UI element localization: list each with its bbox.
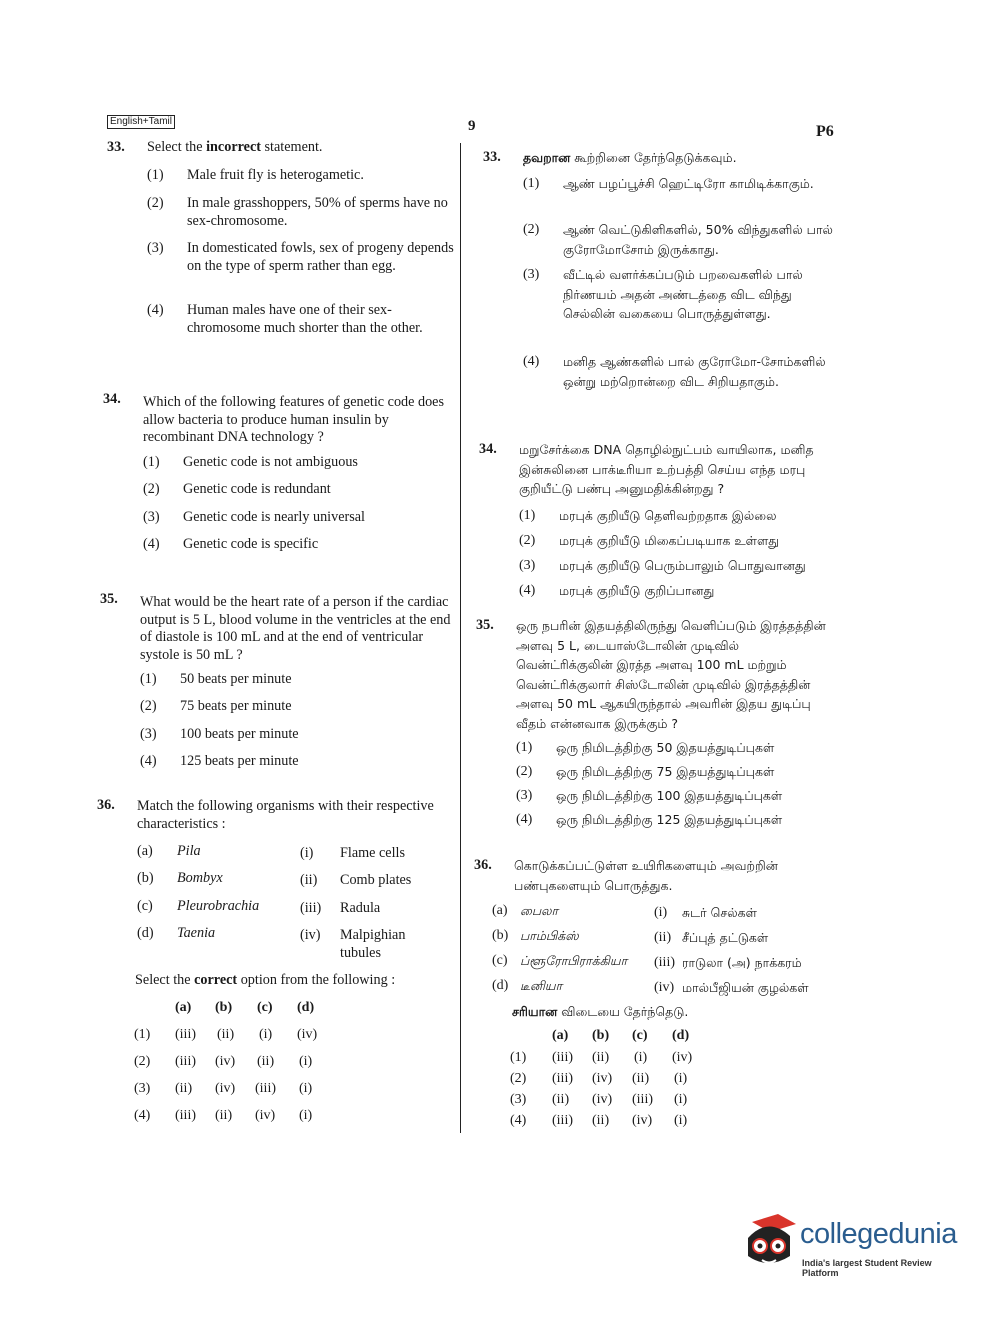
grid-cell: (iv)	[592, 1092, 613, 1107]
question-number: 33.	[107, 139, 125, 155]
grid-cell: (iii)	[255, 1081, 276, 1096]
question-number: 33.	[483, 149, 501, 165]
question-33-en: 33. Select the incorrect statement. (1) Male fruit fly is heterogametic. (2) In male grasshoppers, 50% of sperms have no sex-chromosome. (3) In domesticated fowls, sex of progeny depends on the type of sperm rather than egg. (4) Human males have one of their sex-chromosome much shorter than the other.	[107, 139, 454, 336]
grid-cell: (i)	[674, 1113, 688, 1128]
paper-code: P6	[816, 123, 834, 140]
grid-head-a: (a)	[552, 1028, 569, 1043]
option-4[interactable]: (4)	[510, 1113, 527, 1128]
question-number: 36.	[474, 857, 492, 873]
question-35-ta: 35. ஒரு நபரின் இதயத்திலிருந்து வெளிப்படும் இரத்தத்தின் அளவு 5 L, டையாஸ்டோலின் முடிவில் வென்ட்ரிக்குலின் இரத்த அளவு 100 mL மற்றும் வென்ட்ரிக்குலார் சிஸ்டோலின் முடிவில் இரத்தத்தின் அளவு 50 mL ஆகயிருந்தால் அவரின் இதய துடிப்பு வீதம் என்னவாக இருக்கும் ? (1) ஒரு நிமிடத்திற்கு 50 இதயத்துடிப்புகள் (2) ஒரு நிமிடத்திற்கு 75 இதயத்துடிப்புகள் (3) ஒரு நிமிடத்திற்கு 100 இதயத்துடிப்புகள் (4) ஒரு நிமிடத்திற்கு 125 இதயத்துடிப்புகள்	[476, 616, 846, 836]
question-stem: What would be the heart rate of a person if the cardiac output is 5 L, blood volume in the ventricles at the end of diastole is 100 mL and at the end of ventricular systole is 50 mL ?	[140, 594, 451, 663]
question-stem: தவறான கூற்றினை தேர்ந்தெடுக்கவும்.	[523, 150, 737, 165]
question-36-en: 36. Match the following organisms with their respective characteristics : (a) Pila (b) Bombyx (c) Pleurobrachia (d) Taenia (i) Flame cells (ii) Comb plates (iii) Radula (iv) Malpighian tubules Select the correct option from the following : (a) (b) (c) (d) (1) (iii) (ii) (i) (iv) (2) (iii) (iv) (ii) (i) (3) (ii) (iv) (iii) (i) (4) (iii) (ii) (iv) (i)	[97, 797, 462, 1137]
grid-cell: (i)	[299, 1054, 313, 1069]
question-number: 35.	[100, 591, 118, 607]
question-number: 34.	[103, 391, 121, 407]
question-stem: ஒரு நபரின் இதயத்திலிருந்து வெளிப்படும் இரத்தத்தின் அளவு 5 L, டையாஸ்டோலின் முடிவில் வென்ட்ரிக்குலின் இரத்த அளவு 100 mL மற்றும் வென்ட்ரிக்குலார் சிஸ்டோலின் முடிவில் இரத்தத்தின் அளவு 50 mL ஆகயிருந்தால் அவரின் இதய துடிப்பு வீதம் என்னவாக இருக்கும் ?	[516, 618, 826, 731]
page-number: 9	[468, 118, 476, 134]
select-instruction: சரியான விடையை தேர்ந்தெடு.	[512, 1004, 689, 1019]
grid-cell: (iii)	[552, 1050, 573, 1065]
grid-cell: (iii)	[552, 1113, 573, 1128]
grid-cell: (iv)	[297, 1027, 318, 1042]
grid-head-a: (a)	[175, 1000, 192, 1015]
option-3[interactable]: (3)	[134, 1081, 151, 1096]
grid-cell: (ii)	[592, 1050, 610, 1065]
grid-cell: (ii)	[592, 1113, 610, 1128]
question-number: 36.	[97, 797, 115, 813]
question-number: 35.	[476, 617, 494, 633]
grid-cell: (i)	[674, 1092, 688, 1107]
grid-cell: (ii)	[552, 1092, 570, 1107]
grid-cell: (ii)	[217, 1027, 235, 1042]
question-35-en: 35. What would be the heart rate of a person if the cardiac output is 5 L, blood volume in the ventricles at the end of diastole is 100 mL and at the end of ventricular systole is 50 mL ? (1) 50 beats per minute (2) 75 beats per minute (3) 100 beats per minute (4) 125 beats per minute	[100, 591, 462, 781]
question-stem: Match the following organisms with their respective characteristics :	[137, 798, 434, 832]
grid-cell: (i)	[259, 1027, 273, 1042]
grid-cell: (iii)	[175, 1054, 196, 1069]
grid-cell: (iv)	[215, 1054, 236, 1069]
grid-cell: (i)	[299, 1108, 313, 1123]
grid-cell: (ii)	[257, 1054, 275, 1069]
answer-grid	[97, 997, 462, 1137]
grid-head-c: (c)	[257, 1000, 273, 1015]
question-stem: கொடுக்கப்பட்டுள்ள உயிரிகளையும் அவற்றின் பண்புகளையும் பொருத்துக.	[514, 858, 778, 893]
grid-head-c: (c)	[632, 1028, 648, 1043]
grid-cell: (iv)	[592, 1071, 613, 1086]
grid-cell: (ii)	[175, 1081, 193, 1096]
grid-cell: (i)	[299, 1081, 313, 1096]
grid-cell: (iii)	[632, 1092, 653, 1107]
question-34-ta: 34. மறுசேர்க்கை DNA தொழில்நுட்பம் வாயிலாக, மனித இன்சுலினை பாக்டீரியா உற்பத்தி செய்ய எந்த மரபு குறியீட்டு பண்பு அனுமதிக்கின்றது ? (1) மரபுக் குறியீடு தெளிவற்றதாக இல்லை (2) மரபுக் குறியீடு மிகைப்படியாக உள்ளது (3) மரபுக் குறியீடு பெரும்பாலும் பொதுவானது (4) மரபுக் குறியீடு குறிப்பானது	[479, 440, 844, 605]
grid-cell: (iv)	[215, 1081, 236, 1096]
grid-head-b: (b)	[215, 1000, 233, 1015]
option-1[interactable]: (1)	[510, 1050, 527, 1065]
question-36-ta: 36. கொடுக்கப்பட்டுள்ள உயிரிகளையும் அவற்றின் பண்புகளையும் பொருத்துக. (a) பைலா (b) பாம்பிக்ஸ் (c) ப்ளூரோபிராக்கியா (d) டீனியா (i) சுடர் செல்கள் (ii) சீப்புத் தட்டுகள் (iii) ராடுலா (அ) நாக்கரம் (iv) மால்பீஜியன் குழல்கள் சரியான விடையை தேர்ந்தெடு. (a) (b) (c) (d) (1) (iii) (ii) (i) (iv) (2) (iii) (iv) (ii) (i) (3) (ii) (iv) (iii) (i) (4) (iii) (ii) (iv) (i)	[474, 856, 844, 1136]
grid-cell: (ii)	[632, 1071, 650, 1086]
collegedunia-watermark	[738, 1208, 968, 1278]
question-stem: Select the incorrect statement.	[147, 139, 323, 155]
language-tag: English+Tamil	[107, 115, 175, 129]
grid-cell: (iv)	[255, 1108, 276, 1123]
option-2[interactable]: (2)	[134, 1054, 151, 1069]
brand-tagline: India's largest Student Review Platform	[802, 1258, 932, 1278]
question-stem: Which of the following features of genetic code does allow bacteria to produce human insulin by recombinant DNA technology ?	[143, 394, 444, 445]
mascot-icon	[738, 1208, 798, 1278]
question-33-ta: 33. தவறான கூற்றினை தேர்ந்தெடுக்கவும். (1) ஆண் பழப்பூச்சி ஹெட்டிரோ காமிடிக்காகும். (2) ஆண் வெட்டுகிளிகளில், 50% விந்துகளில் பால் குரோமோசோம் இருக்காது. (3) வீட்டில் வளர்க்கப்படும் பறவைகளில் பால் நிர்ணயம் அதன் அண்டத்தை விட விந்து செல்லின் வகையை பொருத்துள்ளது. (4) மனித ஆண்களில் பால் குரோமோ-சோம்களில் ஒன்று மற்றொன்றை விட சிறியதாகும்.	[483, 149, 833, 389]
grid-cell: (ii)	[215, 1108, 233, 1123]
grid-cell: (iii)	[175, 1108, 196, 1123]
grid-cell: (iv)	[672, 1050, 693, 1065]
question-number: 34.	[479, 441, 497, 457]
option-2[interactable]: (2)	[510, 1071, 527, 1086]
grid-cell: (iv)	[632, 1113, 653, 1128]
option-1[interactable]: (1)	[134, 1027, 151, 1042]
grid-head-b: (b)	[592, 1028, 610, 1043]
option-3[interactable]: (3)	[510, 1092, 527, 1107]
grid-cell: (i)	[674, 1071, 688, 1086]
select-instruction: Select the correct option from the following :	[135, 972, 396, 988]
question-34-en: 34. Which of the following features of genetic code does allow bacteria to produce human insulin by recombinant DNA technology ? (1) Genetic code is not ambiguous (2) Genetic code is redundant (3) Genetic code is nearly universal (4) Genetic code is specific	[103, 391, 463, 561]
answer-grid	[474, 1026, 844, 1136]
grid-cell: (iii)	[175, 1027, 196, 1042]
option-4[interactable]: (4)	[134, 1108, 151, 1123]
question-stem: மறுசேர்க்கை DNA தொழில்நுட்பம் வாயிலாக, மனித இன்சுலினை பாக்டீரியா உற்பத்தி செய்ய எந்த மரபு குறியீட்டு பண்பு அனுமதிக்கின்றது ?	[519, 442, 814, 496]
grid-cell: (i)	[634, 1050, 648, 1065]
grid-head-d: (d)	[297, 1000, 315, 1015]
brand-name: collegedunia	[800, 1218, 957, 1250]
grid-head-d: (d)	[672, 1028, 690, 1043]
grid-cell: (iii)	[552, 1071, 573, 1086]
